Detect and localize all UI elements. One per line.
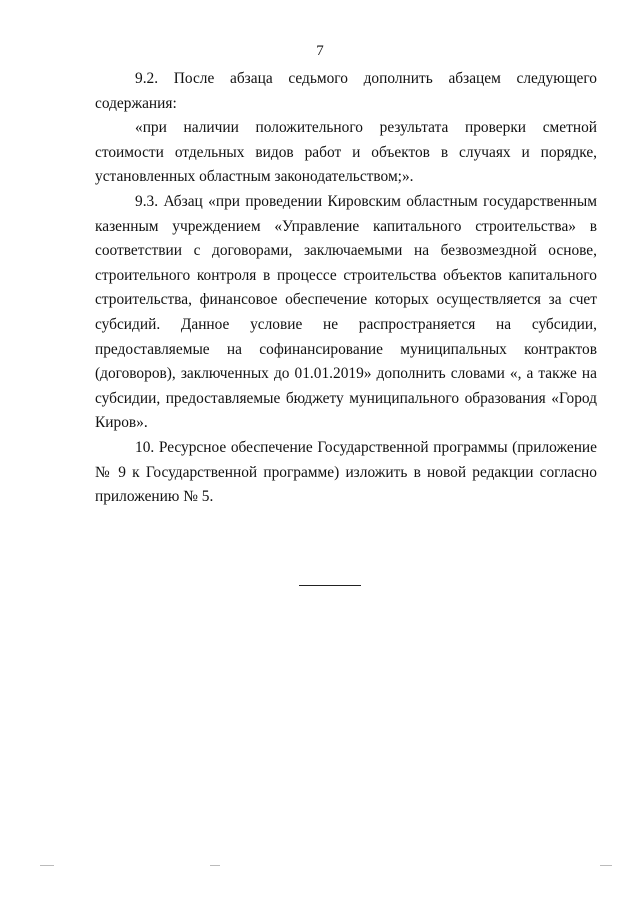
paragraph-9-2: 9.2. После абзаца седьмого дополнить абзацем следующего содержания: [95, 70, 597, 112]
paragraph-9-3: 9.3. Абзац «при проведении Кировским областным государственным казенным учреждением «Управление капитального строительства» в соответствии с договорами, заключаемыми на безвозмездной основе, строительного контроля в процессе строительства объектов капитального строительства, финансовое обеспечение которых осуществляется за счет субсидий. Данное условие не распространяется на субсидии, предоставляемые на софинансирование муниципальных контрактов (договоров), заключенных до 01.01.2019» дополнить словами «, а также на субсидии, предоставляемые бюджету муниципального образования «Город Киров». [95, 192, 597, 432]
document-body [95, 67, 597, 510]
page-number: 7 [316, 43, 324, 59]
paragraph-10: 10. Ресурсное обеспечение Государственной программы (приложение № 9 к Государственной программе) изложить в новой редакции согласно приложению № 5. [95, 438, 597, 506]
scan-edge-marks [0, 865, 640, 875]
end-separator-line [299, 585, 361, 586]
paragraph-quote-smeta: «при наличии положительного результата проверки сметной стоимости отдельных видов работ и объектов в случаях и порядке, установленных областным законодательством;». [95, 119, 597, 186]
